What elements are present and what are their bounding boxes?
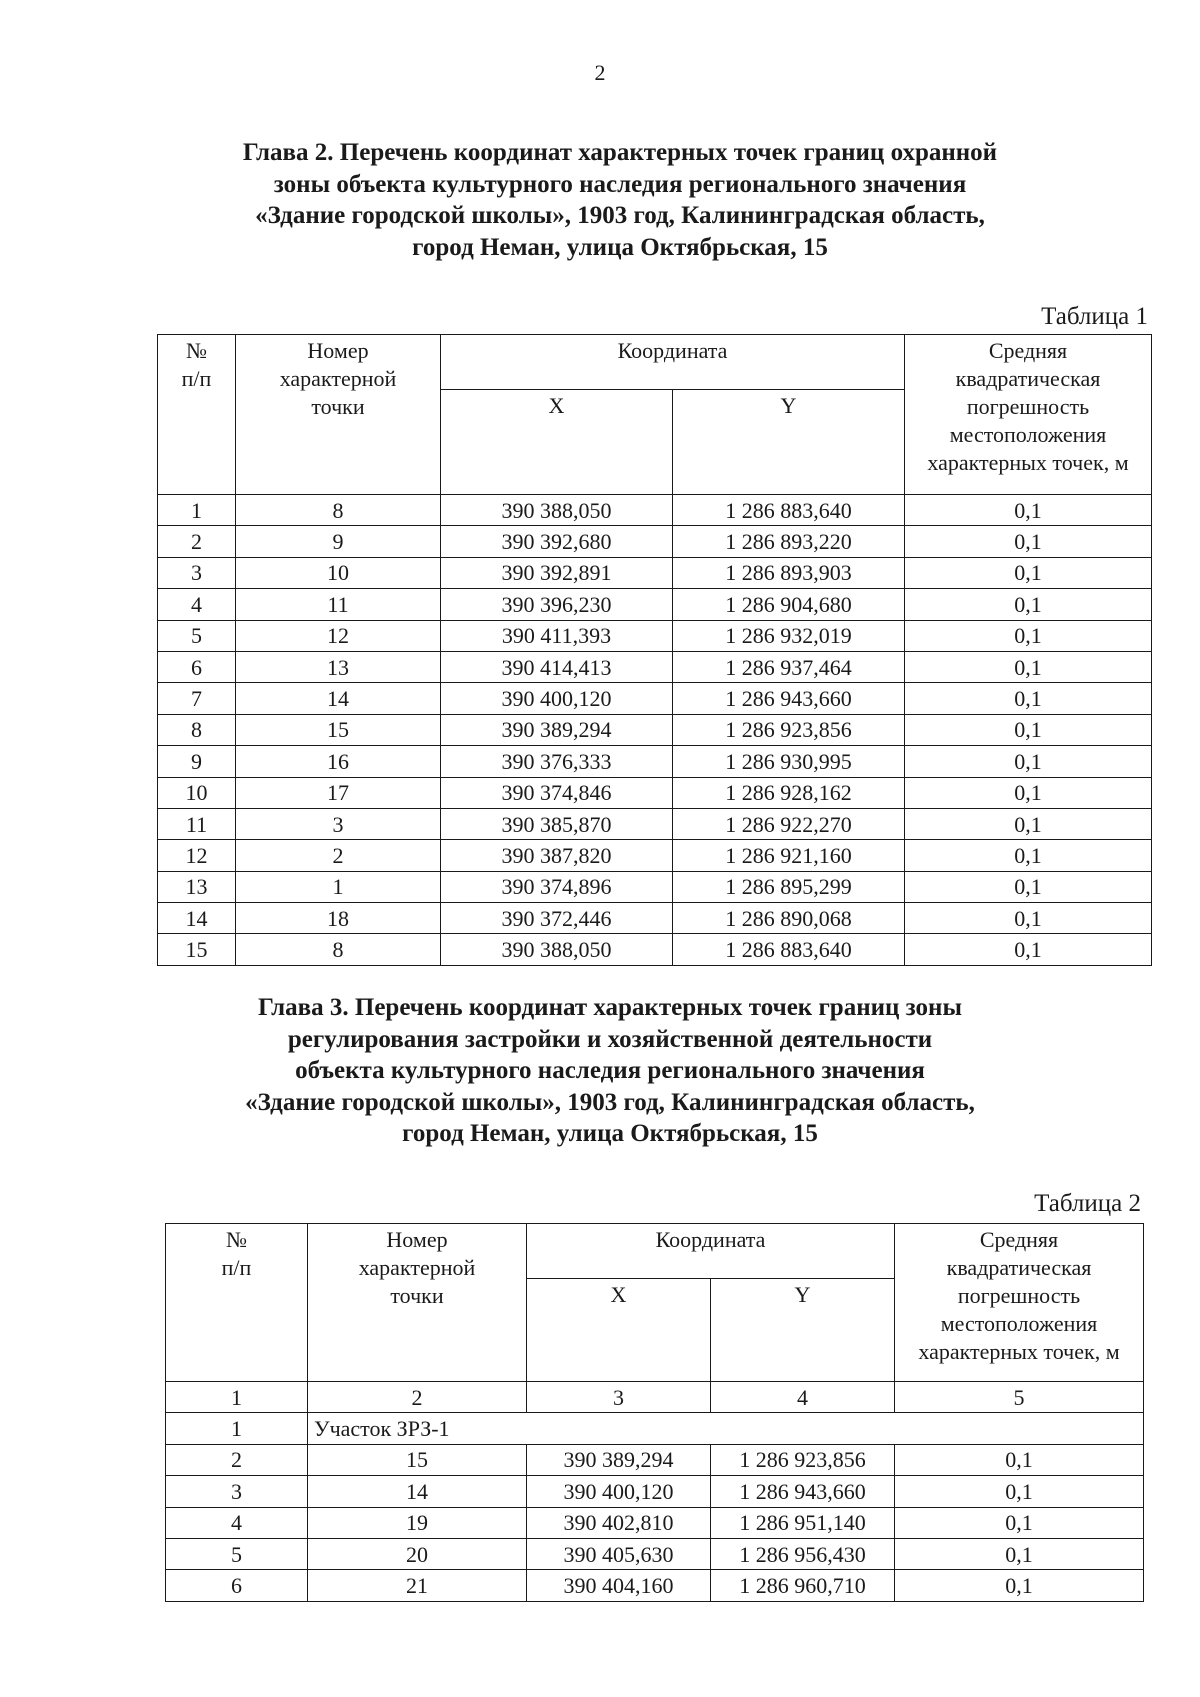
cell-num: 5	[166, 1538, 308, 1569]
table-row	[158, 589, 1152, 620]
cell-num: 2	[158, 526, 236, 557]
section-label: Участок ЗРЗ-1	[308, 1413, 1144, 1444]
cell-num: 2	[166, 1444, 308, 1475]
cell-y: 1 286 893,220	[673, 526, 905, 557]
table-1	[157, 334, 1152, 966]
header-x: X	[527, 1279, 711, 1382]
header-y: Y	[673, 390, 905, 495]
cell-num: 4	[166, 1507, 308, 1538]
table-row	[158, 746, 1152, 777]
heading-line: зоны объекта культурного наследия регионального значения	[273, 170, 967, 198]
chapter-3-heading	[10, 992, 1200, 1150]
cell-y: 1 286 922,270	[673, 808, 905, 839]
header-coordinate: Координата	[441, 335, 905, 390]
cell-point: 8	[236, 934, 441, 965]
cell-error: 0,1	[905, 589, 1152, 620]
cell-error: 0,1	[895, 1507, 1144, 1538]
table-row	[166, 1476, 1144, 1507]
cell-error: 0,1	[905, 871, 1152, 902]
cell-x: 390 389,294	[441, 714, 673, 745]
cell-error: 0,1	[895, 1444, 1144, 1475]
cell-point: 21	[308, 1570, 527, 1601]
cell-num: 4	[158, 589, 236, 620]
cell-error: 0,1	[905, 808, 1152, 839]
cell-point: 1	[236, 871, 441, 902]
cell-num: 3	[158, 557, 236, 588]
cell-y: 1 286 883,640	[673, 495, 905, 526]
cell-x: 390 374,896	[441, 871, 673, 902]
header-error: Средняя квадратическая погрешность местоположения характерных точек, м	[905, 335, 1152, 495]
cell-point: 10	[236, 557, 441, 588]
cell-num: 10	[158, 777, 236, 808]
cell-num: 6	[166, 1570, 308, 1601]
cell-x: 390 411,393	[441, 620, 673, 651]
cell-num: 3	[166, 1476, 308, 1507]
table-row	[158, 651, 1152, 682]
cell-error: 0,1	[905, 903, 1152, 934]
cell-y: 1 286 895,299	[673, 871, 905, 902]
cell-num: 14	[158, 903, 236, 934]
table-row	[166, 1538, 1144, 1569]
cell-point: 16	[236, 746, 441, 777]
cell-error: 0,1	[905, 714, 1152, 745]
cell-point: 2	[236, 840, 441, 871]
column-number: 2	[308, 1382, 527, 1413]
header-y: Y	[711, 1279, 895, 1382]
cell-y: 1 286 904,680	[673, 589, 905, 620]
cell-y: 1 286 883,640	[673, 934, 905, 965]
table-row	[158, 808, 1152, 839]
cell-point: 19	[308, 1507, 527, 1538]
cell-y: 1 286 960,710	[711, 1570, 895, 1601]
cell-point: 14	[236, 683, 441, 714]
cell-x: 390 400,120	[527, 1476, 711, 1507]
cell-y: 1 286 951,140	[711, 1507, 895, 1538]
cell-error: 0,1	[905, 777, 1152, 808]
cell-error: 0,1	[905, 683, 1152, 714]
table-row	[158, 495, 1152, 526]
header-point: Номер характерной точки	[236, 335, 441, 495]
cell-error: 0,1	[895, 1538, 1144, 1569]
cell-num: 15	[158, 934, 236, 965]
table-row	[158, 526, 1152, 557]
cell-num: 6	[158, 651, 236, 682]
header-coordinate: Координата	[527, 1224, 895, 1279]
table-row	[166, 1444, 1144, 1475]
cell-error: 0,1	[895, 1476, 1144, 1507]
cell-point: 3	[236, 808, 441, 839]
cell-point: 8	[236, 495, 441, 526]
cell-error: 0,1	[905, 526, 1152, 557]
cell-x: 390 388,050	[441, 934, 673, 965]
header-num: № п/п	[166, 1224, 308, 1382]
table-row	[166, 1507, 1144, 1538]
cell-y: 1 286 943,660	[711, 1476, 895, 1507]
cell-error: 0,1	[895, 1570, 1144, 1601]
cell-y: 1 286 928,162	[673, 777, 905, 808]
heading-line: Глава 2. Перечень координат характерных точек границ охранной	[242, 139, 998, 166]
table-row	[158, 683, 1152, 714]
cell-y: 1 286 923,856	[673, 714, 905, 745]
heading-line: объекта культурного наследия регионального значения	[295, 1057, 925, 1084]
table-2-label: Таблица 2	[1034, 1190, 1141, 1217]
table-row	[158, 934, 1152, 965]
cell-point: 14	[308, 1476, 527, 1507]
cell-x: 390 392,891	[441, 557, 673, 588]
cell-x: 390 389,294	[527, 1444, 711, 1475]
table-row	[166, 1570, 1144, 1601]
cell-num: 7	[158, 683, 236, 714]
cell-x: 390 387,820	[441, 840, 673, 871]
cell-y: 1 286 893,903	[673, 557, 905, 588]
cell-point: 17	[236, 777, 441, 808]
heading-line: «Здание городской школы», 1903 год, Калининградская область,	[245, 1088, 975, 1116]
cell-y: 1 286 921,160	[673, 840, 905, 871]
column-number: 5	[895, 1382, 1144, 1413]
chapter-2-heading	[20, 137, 1200, 263]
heading-line: регулирования застройки и хозяйственной деятельности	[287, 1025, 933, 1053]
cell-num: 1	[158, 495, 236, 526]
table-row	[158, 777, 1152, 808]
cell-y: 1 286 937,464	[673, 651, 905, 682]
header-point: Номер характерной точки	[308, 1224, 527, 1382]
table-row	[158, 714, 1152, 745]
table-row	[158, 903, 1152, 934]
heading-line: «Здание городской школы», 1903 год, Калининградская область,	[255, 202, 985, 229]
cell-num: 13	[158, 871, 236, 902]
cell-x: 390 402,810	[527, 1507, 711, 1538]
cell-num: 11	[158, 808, 236, 839]
column-number: 3	[527, 1382, 711, 1413]
cell-error: 0,1	[905, 840, 1152, 871]
cell-point: 18	[236, 903, 441, 934]
cell-y: 1 286 923,856	[711, 1444, 895, 1475]
cell-x: 390 404,160	[527, 1570, 711, 1601]
table-row	[158, 871, 1152, 902]
table-row	[158, 840, 1152, 871]
cell-num: 12	[158, 840, 236, 871]
cell-x: 390 388,050	[441, 495, 673, 526]
section-num: 1	[166, 1413, 308, 1444]
cell-y: 1 286 890,068	[673, 903, 905, 934]
column-number: 1	[166, 1382, 308, 1413]
cell-point: 15	[308, 1444, 527, 1475]
cell-error: 0,1	[905, 557, 1152, 588]
cell-error: 0,1	[905, 934, 1152, 965]
table-row	[158, 620, 1152, 651]
table-1-label: Таблица 1	[1041, 303, 1148, 330]
header-num: № п/п	[158, 335, 236, 495]
cell-x: 390 400,120	[441, 683, 673, 714]
cell-y: 1 286 956,430	[711, 1538, 895, 1569]
cell-point: 11	[236, 589, 441, 620]
cell-x: 390 414,413	[441, 651, 673, 682]
cell-y: 1 286 930,995	[673, 746, 905, 777]
header-error: Средняя квадратическая погрешность местоположения характерных точек, м	[895, 1224, 1144, 1382]
heading-line: Глава 3. Перечень координат характерных точек границ зоны	[258, 994, 962, 1021]
cell-x: 390 372,446	[441, 903, 673, 934]
section-row	[166, 1413, 1144, 1444]
cell-x: 390 396,230	[441, 589, 673, 620]
cell-error: 0,1	[905, 746, 1152, 777]
cell-num: 8	[158, 714, 236, 745]
cell-point: 20	[308, 1538, 527, 1569]
cell-point: 13	[236, 651, 441, 682]
cell-num: 9	[158, 746, 236, 777]
cell-x: 390 385,870	[441, 808, 673, 839]
heading-line: город Неман, улица Октябрьская, 15	[412, 233, 828, 261]
column-number-row	[166, 1382, 1144, 1413]
cell-x: 390 405,630	[527, 1538, 711, 1569]
cell-y: 1 286 943,660	[673, 683, 905, 714]
cell-x: 390 374,846	[441, 777, 673, 808]
header-x: X	[441, 390, 673, 495]
cell-point: 12	[236, 620, 441, 651]
cell-x: 390 376,333	[441, 746, 673, 777]
cell-x: 390 392,680	[441, 526, 673, 557]
cell-num: 5	[158, 620, 236, 651]
cell-error: 0,1	[905, 495, 1152, 526]
cell-error: 0,1	[905, 620, 1152, 651]
table-2	[165, 1223, 1144, 1602]
heading-line: город Неман, улица Октябрьская, 15	[402, 1120, 818, 1147]
cell-y: 1 286 932,019	[673, 620, 905, 651]
table-row	[158, 557, 1152, 588]
cell-point: 15	[236, 714, 441, 745]
cell-error: 0,1	[905, 651, 1152, 682]
cell-point: 9	[236, 526, 441, 557]
column-number: 4	[711, 1382, 895, 1413]
page-number: 2	[594, 60, 606, 85]
